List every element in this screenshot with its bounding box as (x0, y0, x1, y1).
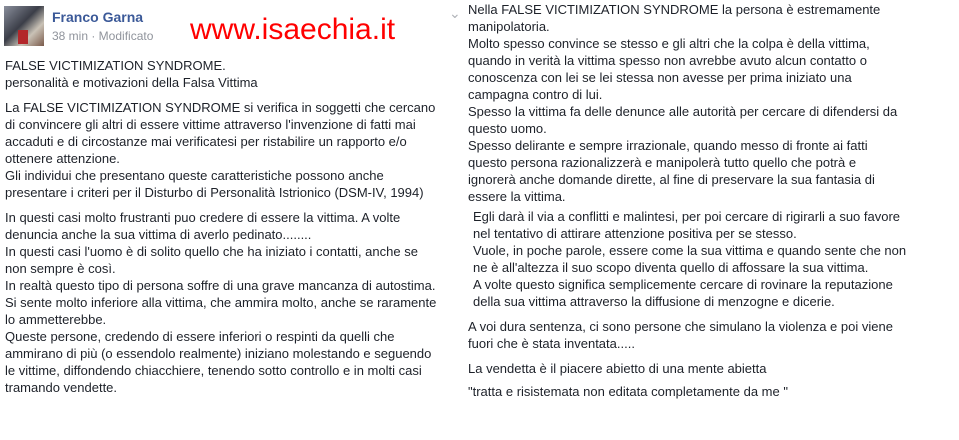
text-line: tramando vendette. (5, 380, 118, 395)
text-line: manipolatoria. (468, 19, 550, 34)
text-line: In questi casi molto frustranti puo credere di essere la vittima. A volte (5, 210, 401, 225)
text-line: Molto spesso convince se stesso e gli altri che la colpa è della vittima, (468, 36, 870, 51)
text-line: non sempre è così. (5, 261, 116, 276)
avatar[interactable] (4, 6, 44, 46)
text-line: Gli individui che presentano queste caratteristiche possono anche (5, 168, 384, 183)
text-line: fuori che è stata inventata..... (468, 336, 635, 351)
text-line: conoscenza con lei se lei stessa non avesse per prima iniziato una (468, 70, 852, 85)
text-line: presentare i criteri per il Disturbo di Personalità Istrionico (DSM-IV, 1994) (5, 185, 424, 200)
text-line: campagna contro di lui. (468, 87, 603, 102)
text-line: A volte questo significa semplicemente cercare di rovinare la reputazione (473, 277, 893, 292)
text-line: ottenere attenzione. (5, 151, 120, 166)
paragraph (468, 318, 954, 352)
text-line: La FALSE VICTIMIZATION SYNDROME si verifica in soggetti che cercano (5, 100, 436, 115)
text-line: Queste persone, credendo di essere inferiori o respinti da quelli che (5, 329, 395, 344)
text-line: quando in verità la vittima spesso non avrebbe avuto alcun contatto o (468, 53, 867, 68)
post-meta: 38 min · Modificato (52, 29, 154, 43)
text-line: di convincere gli altri di essere vittime attraverso l'invenzione di fatti mai (5, 117, 416, 132)
paragraph (468, 1, 954, 205)
chevron-down-icon[interactable]: ⌄ (449, 5, 461, 21)
author-name[interactable]: Franco Garna (52, 9, 144, 25)
text-line: nel tentativo di attirare attenzione positiva per se stesso. (473, 226, 797, 241)
text-line: della sua vittima attraverso la diffusione di menzogne e dicerie. (473, 294, 835, 309)
post-text-right (468, 1, 954, 404)
text-line: Spesso delirante e sempre irrazionale, quando messo di fronte ai fatti (468, 138, 868, 153)
post-text-left (5, 57, 445, 400)
text-line: ammirano di più (o essendolo realmente) iniziano molestando e seguendo (5, 346, 432, 361)
text-line: ignorerà anche domande dirette, al fine di preservare la sua fantasia di (468, 172, 875, 187)
text-line: questo uomo. (468, 121, 547, 136)
watermark: www.isaechia.it (190, 13, 396, 46)
text-line: Spesso la vittima fa delle denunce alle autorità per cercare di difendersi da (468, 104, 898, 119)
text-line: personalità e motivazioni della Falsa Vittima (5, 75, 258, 90)
text-line: A voi dura sentenza, ci sono persone che simulano la violenza e poi viene (468, 319, 893, 334)
text-line: Si sente molto inferiore alla vittima, che ammira molto, anche se raramente (5, 295, 437, 310)
paragraph (5, 99, 445, 201)
text-line: In questi casi l'uomo è di solito quello che ha iniziato i contatti, anche se (5, 244, 418, 259)
text-line: accaduti e di circostanze mai verificatesi per ristabilire un rapporto e/o (5, 134, 407, 149)
text-line: ne è all'altezza il suo scopo diventa quello di affossare la sua vittima. (473, 260, 869, 275)
text-line: le vittime, diffondendo chiacchiere, tenendo sotto controllo e in molti casi (5, 363, 422, 378)
text-line: In realtà questo tipo di persona soffre di una grave mancanza di autostima. (5, 278, 436, 293)
paragraph (468, 383, 954, 400)
paragraph (5, 209, 445, 396)
text-line: Nella FALSE VICTIMIZATION SYNDROME la persona è estremamente (468, 2, 881, 17)
text-line: Egli darà il via a conflitti e malintesi, per poi cercare di rigirarli a suo favore (473, 209, 901, 224)
text-line: Vuole, in poche parole, essere come la sua vittima e quando sente che non (473, 243, 907, 258)
paragraph (468, 208, 954, 310)
text-line: essere la vittima. (468, 189, 566, 204)
text-line: FALSE VICTIMIZATION SYNDROME. (5, 58, 226, 73)
text-line: questo persona razionalizzerà e manipolerà tutto quello che potrà e (468, 155, 857, 170)
text-line: denuncia anche la sua vittima di averlo pedinato........ (5, 227, 312, 242)
text-line: lo ammetterebbe. (5, 312, 107, 327)
paragraph (468, 360, 954, 377)
text-line: La vendetta è il piacere abietto di una mente abietta (468, 361, 767, 376)
text-line: "tratta e risistemata non editata completamente da me " (468, 384, 788, 399)
paragraph (5, 57, 445, 91)
